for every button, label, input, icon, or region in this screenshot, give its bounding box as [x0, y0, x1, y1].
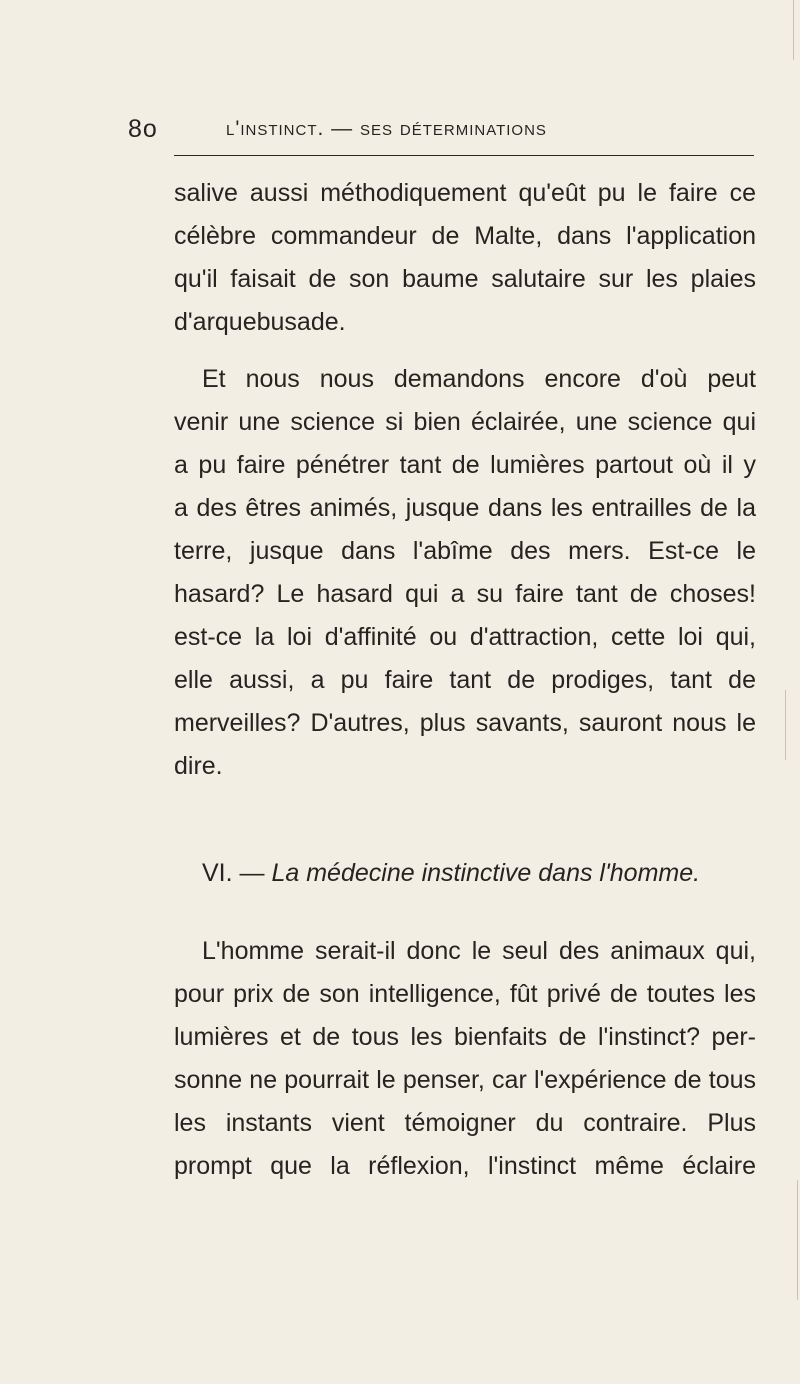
page-number: 8o: [128, 115, 158, 143]
text-line: lumières et de tous les bienfaits de l'instinct? per-: [174, 1023, 756, 1051]
text-line: salive aussi méthodiquement qu'eût pu le faire ce: [174, 179, 756, 207]
text-line: elle aussi, a pu faire tant de prodiges, tant de: [174, 666, 756, 694]
text-line: sonne ne pourrait le penser, car l'expérience de tous: [174, 1066, 756, 1094]
text-line: hasard? Le hasard qui a su faire tant de choses!: [174, 580, 756, 608]
text-line: Et nous nous demandons encore d'où peut: [202, 365, 756, 393]
running-head: [128, 112, 752, 146]
text-line: est-ce la loi d'affinité ou d'attraction, cette loi qui,: [174, 623, 756, 651]
paper-mark: [793, 0, 794, 60]
text-line: d'arquebusade.: [174, 308, 346, 336]
paragraph-3: [174, 930, 756, 1188]
text-line: pour prix de son intelligence, fût privé de toutes les: [174, 980, 756, 1008]
text-line: venir une science si bien éclairée, une science qui: [174, 408, 756, 436]
section-title: La médecine instinctive dans l'homme.: [271, 859, 701, 887]
running-title: l'instinct. — ses déterminations: [226, 117, 547, 140]
section-heading: [202, 855, 742, 891]
paragraph-1: [174, 172, 756, 344]
header-rule: [174, 155, 754, 156]
text-line: a des êtres animés, jusque dans les entrailles de la: [174, 494, 756, 522]
text-line: qu'il faisait de son baume salutaire sur les plaies: [174, 265, 756, 293]
text-line: terre, jusque dans l'abîme des mers. Est-ce le: [174, 537, 756, 565]
text-line: prompt que la réflexion, l'instinct même éclaire: [174, 1152, 756, 1180]
text-line: L'homme serait-il donc le seul des animaux qui,: [202, 937, 756, 965]
text-line: a pu faire pénétrer tant de lumières partout où il y: [174, 451, 756, 479]
paragraph-2: [174, 358, 756, 788]
text-line: célèbre commandeur de Malte, dans l'application: [174, 222, 756, 250]
text-line: dire.: [174, 752, 223, 780]
text-line: les instants vient témoigner du contraire. Plus: [174, 1109, 756, 1137]
section-number: VI. —: [202, 859, 265, 887]
paper-mark: [797, 1180, 798, 1300]
text-line: merveilles? D'autres, plus savants, sauront nous le: [174, 709, 756, 737]
paper-mark: [785, 690, 786, 760]
